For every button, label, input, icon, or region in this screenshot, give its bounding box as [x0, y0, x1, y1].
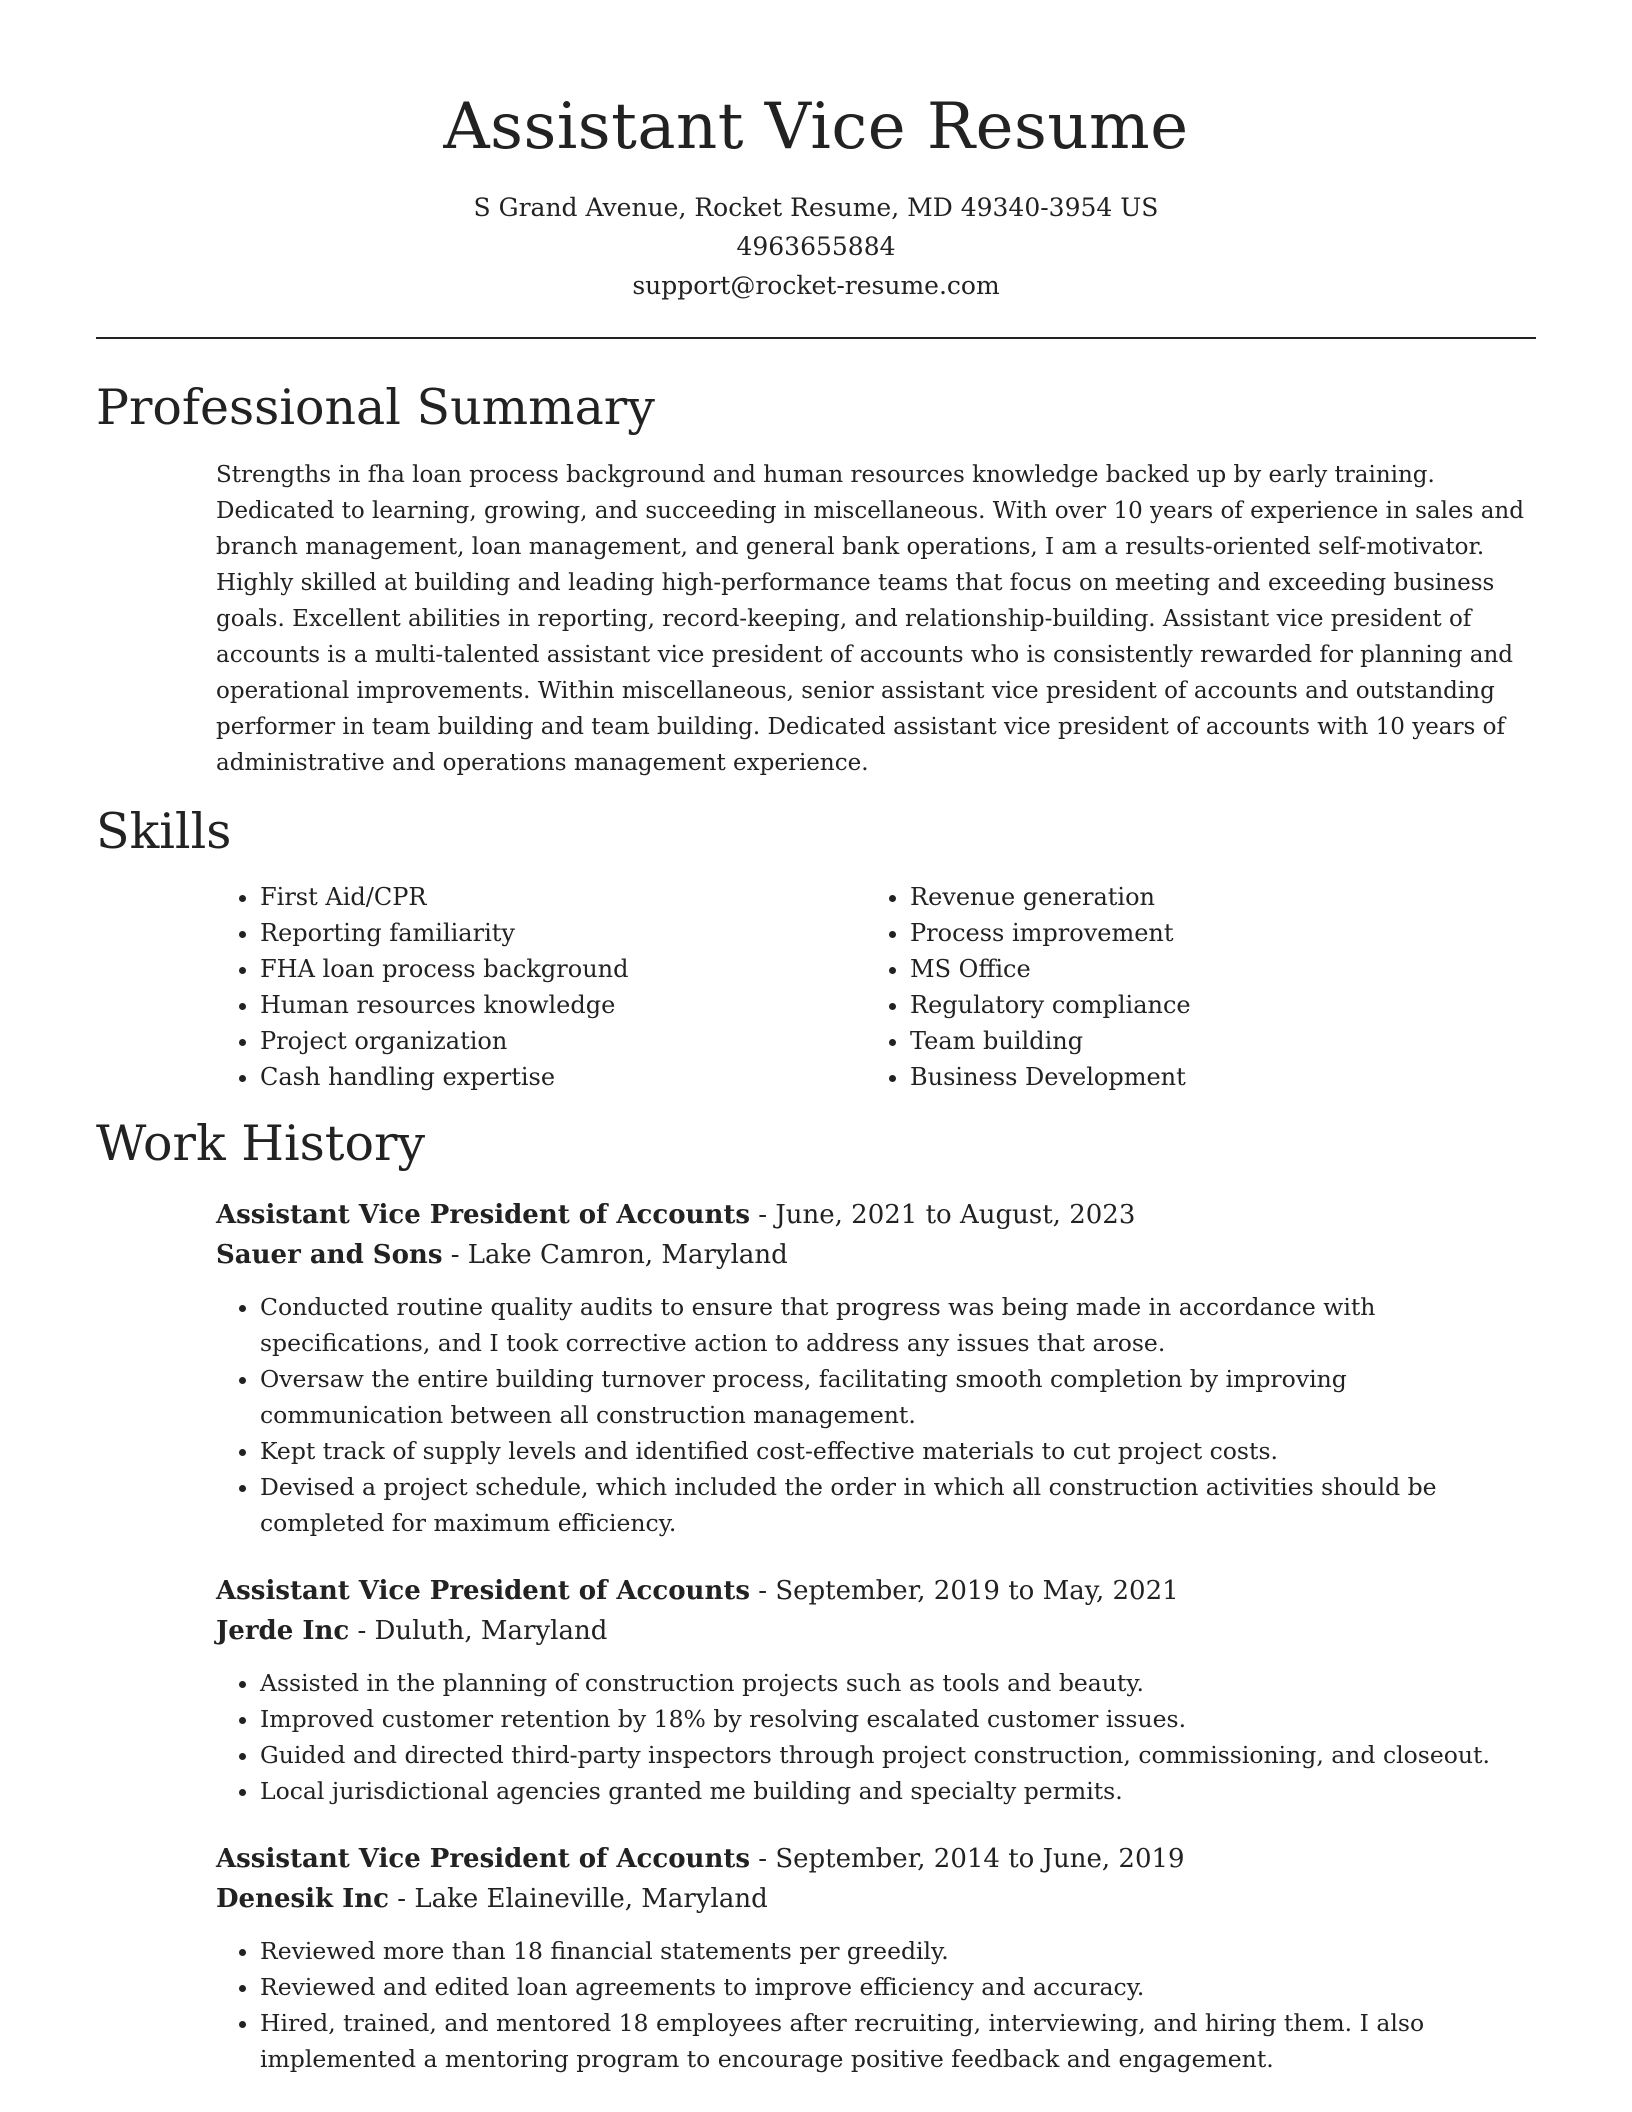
skill-item: • Team building [910, 1023, 1516, 1059]
skill-item: • FHA loan process background [260, 951, 866, 987]
skill-item: • Revenue generation [910, 879, 1516, 915]
skill-item: • Human resources knowledge [260, 987, 866, 1023]
job-employer [216, 1879, 1536, 1919]
summary-text: Strengths in fha loan process background and human resources knowledge backed up by early training. Dedicated to learning, growing, and succeeding in miscellaneous. With over 10 years of experience in sales and branch management, loan management, and general bank operations, I am a results-oriented self-motivator. Highly skilled at building and leading high-performance teams that focus on meeting and exceeding business goals. Excellent abilities in reporting, record-keeping, and relationship-building. Assistant vice president of accounts is a multi-talented assistant vice president of accounts who is consistently rewarded for planning and operational improvements. Within miscellaneous, senior assistant vice president of accounts and outstanding performer in team building and team building. Dedicated assistant vice president of accounts with 10 years of administrative and operations management experience. [216, 462, 1524, 776]
job-dates: - June, 2021 to August, 2023 [750, 1200, 1136, 1230]
contact-phone: 4963655884 [736, 232, 896, 261]
job-employer [216, 1235, 1536, 1275]
job-bullet: • Guided and directed third-party inspectors through project construction, commissioning, and closeout. [260, 1737, 1536, 1773]
job-bullets [216, 1933, 1536, 2077]
skill-item: • Cash handling expertise [260, 1059, 866, 1095]
contact-address: S Grand Avenue, Rocket Resume, MD 49340-3954 US [473, 193, 1159, 222]
job-bullet: • Kept track of supply levels and identified cost-effective materials to cut project costs. [260, 1433, 1536, 1469]
job-bullet: • Assisted in the planning of construction projects such as tools and beauty. [260, 1665, 1536, 1701]
skills-column-left [216, 879, 866, 1095]
job-bullet: • Hired, trained, and mentored 18 employees after recruiting, interviewing, and hiring them. I also implemented a mentoring program to encourage positive feedback and engagement. [260, 2005, 1536, 2077]
job-dates: - September, 2014 to June, 2019 [750, 1844, 1185, 1874]
job-company: Jerde Inc [216, 1616, 350, 1646]
job-entry [216, 1571, 1536, 1809]
job-entry [216, 1839, 1536, 2077]
job-bullets [216, 1289, 1536, 1541]
header-divider [96, 337, 1536, 339]
job-title: Assistant Vice President of Accounts [216, 1576, 751, 1606]
contact-email: support@rocket-resume.com [632, 271, 1000, 300]
job-dates: - September, 2019 to May, 2021 [750, 1576, 1179, 1606]
skills-column-right [866, 879, 1516, 1095]
skill-item: • First Aid/CPR [260, 879, 866, 915]
job-heading [216, 1571, 1536, 1611]
skill-item: • Process improvement [910, 915, 1516, 951]
job-company: Denesik Inc [216, 1884, 390, 1914]
job-bullet: • Oversaw the entire building turnover process, facilitating smooth completion by improving communication between all construction management. [260, 1361, 1536, 1433]
job-location: - Duluth, Maryland [349, 1616, 608, 1646]
job-bullet: • Conducted routine quality audits to ensure that progress was being made in accordance with specifications, and I took corrective action to address any issues that arose. [260, 1289, 1536, 1361]
job-bullet: • Improved customer retention by 18% by resolving escalated customer issues. [260, 1701, 1536, 1737]
job-bullet: • Devised a project schedule, which included the order in which all construction activities should be completed for maximum efficiency. [260, 1469, 1536, 1541]
resume-name: Assistant Vice Resume [443, 90, 1189, 164]
section-title-summary: Professional Summary [96, 379, 655, 436]
job-bullet: • Reviewed and edited loan agreements to improve efficiency and accuracy. [260, 1969, 1536, 2005]
job-employer [216, 1611, 1536, 1651]
job-heading [216, 1195, 1536, 1235]
resume-header [96, 0, 1536, 305]
job-title: Assistant Vice President of Accounts [216, 1844, 751, 1874]
job-entry [216, 1195, 1536, 1541]
skills-list [216, 879, 1536, 1095]
job-title: Assistant Vice President of Accounts [216, 1200, 751, 1230]
resume-page [96, 0, 1536, 2077]
job-bullet: • Reviewed more than 18 financial statements per greedily. [260, 1933, 1536, 1969]
job-location: - Lake Elaineville, Maryland [389, 1884, 768, 1914]
job-bullet: • Local jurisdictional agencies granted me building and specialty permits. [260, 1773, 1536, 1809]
job-heading [216, 1839, 1536, 1879]
contact-block [96, 188, 1536, 305]
skill-item: • Project organization [260, 1023, 866, 1059]
skill-item: • MS Office [910, 951, 1516, 987]
skill-item: • Business Development [910, 1059, 1516, 1095]
section-title-skills: Skills [96, 803, 232, 860]
section-title-work-history: Work History [96, 1115, 426, 1172]
skill-item: • Reporting familiarity [260, 915, 866, 951]
job-location: - Lake Camron, Maryland [442, 1240, 788, 1270]
job-bullets [216, 1665, 1536, 1809]
job-company: Sauer and Sons [216, 1240, 443, 1270]
skill-item: • Regulatory compliance [910, 987, 1516, 1023]
